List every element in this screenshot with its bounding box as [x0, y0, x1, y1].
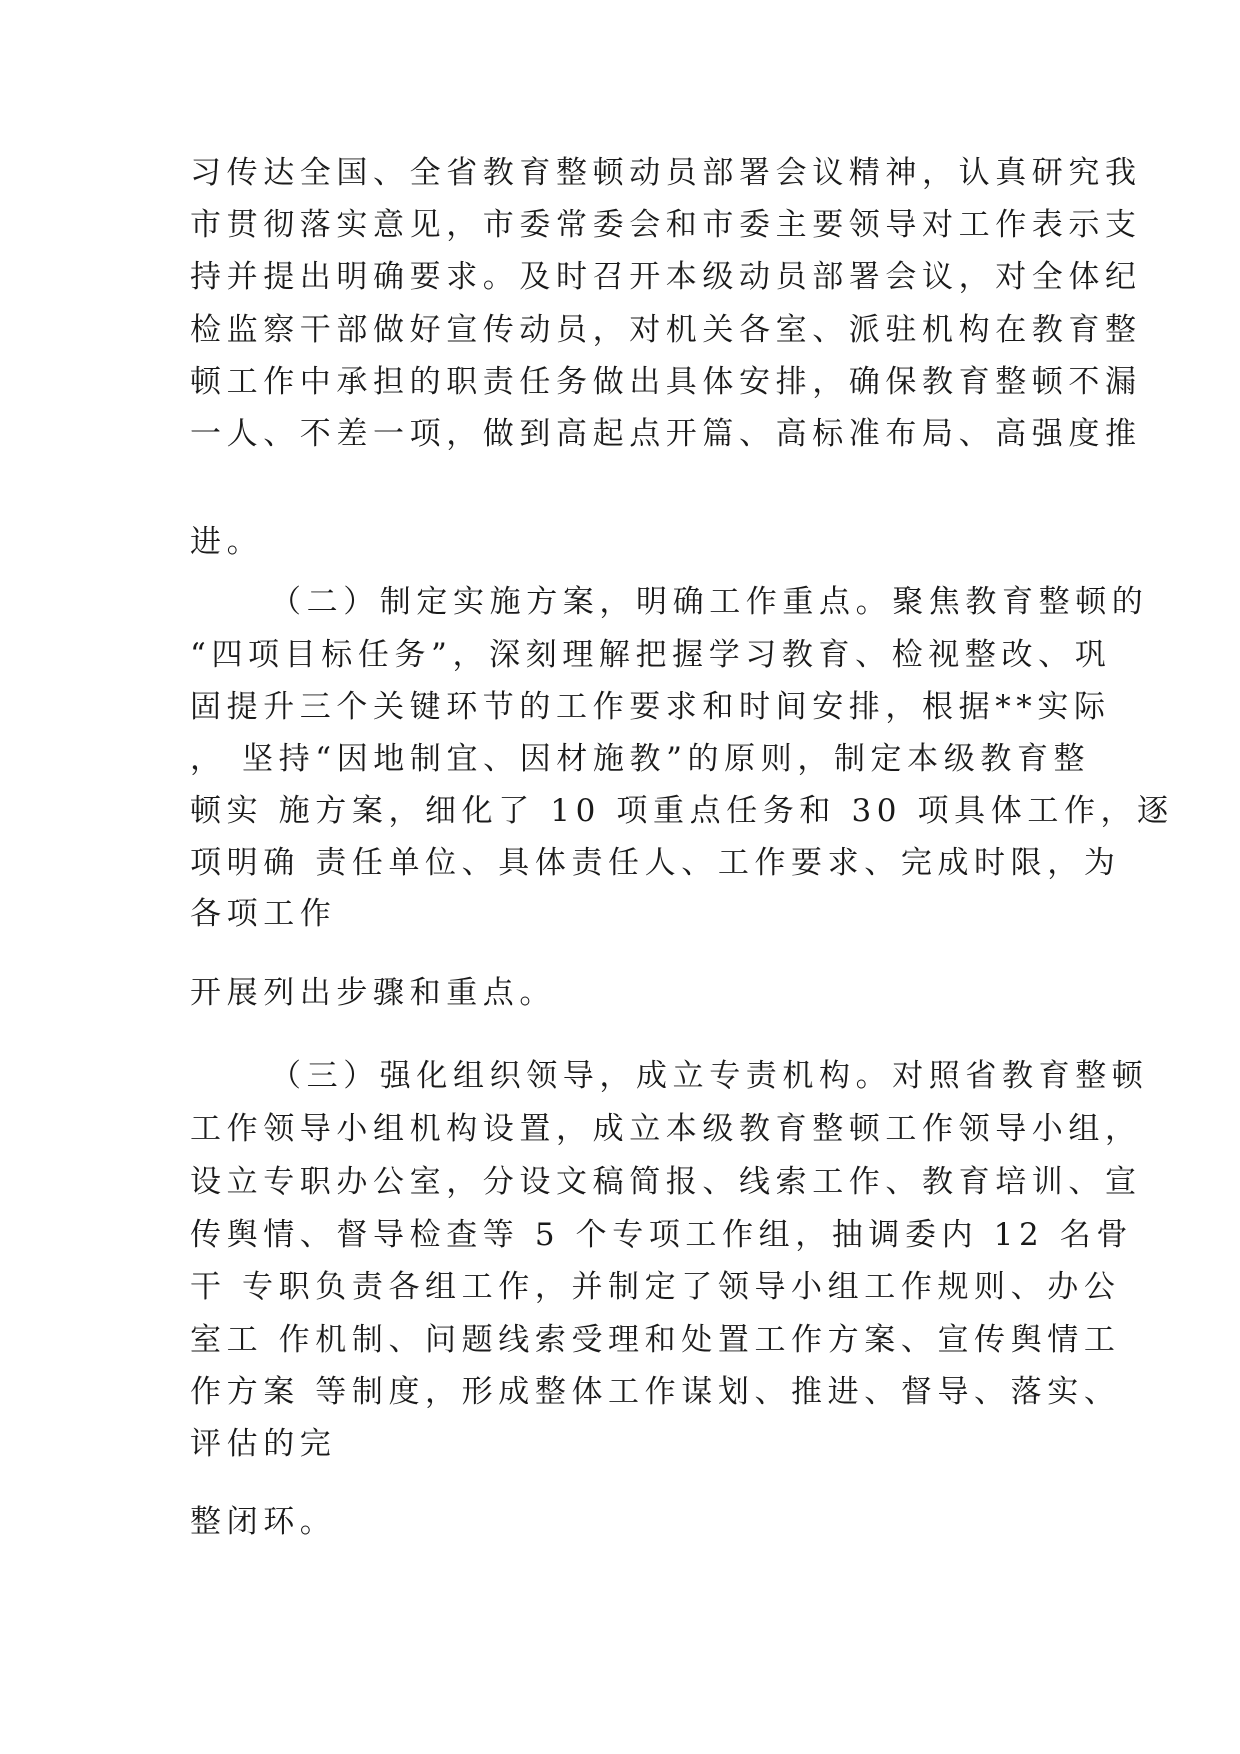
text-line: 持并提出明确要求。及时召开本级动员部署会议，对全体纪	[190, 259, 1142, 295]
text-line: 作方案 等制度，形成整体工作谋划、推进、督导、落实、	[190, 1374, 1121, 1410]
text-line: 顿实 施方案，细化了 10 项重点任务和 30 项具体工作，逐	[190, 793, 1174, 829]
text-line: 设立专职办公室，分设文稿简报、线索工作、教育培训、宣	[190, 1164, 1142, 1200]
section-heading-line: （二）制定实施方案，明确工作重点。聚焦教育整顿的	[270, 584, 1149, 620]
text-line: 项明确 责任单位、具体责任人、工作要求、完成时限，为	[190, 845, 1121, 881]
text-line: 市贯彻落实意见，市委常委会和市委主要领导对工作表示支	[190, 207, 1142, 243]
text-line: 传舆情、督导检查等 5 个专项工作组，抽调委内 12 名骨	[190, 1217, 1133, 1253]
text-line: 一人、不差一项，做到高起点开篇、高标准布局、高强度推	[190, 416, 1142, 452]
text-line: 各项工作	[190, 896, 337, 932]
section-heading-line: （三）强化组织领导，成立专责机构。对照省教育整顿	[270, 1058, 1149, 1094]
text-line: 评估的完	[190, 1426, 337, 1462]
text-line: 干 专职负责各组工作，并制定了领导小组工作规则、办公	[190, 1269, 1121, 1305]
text-line: “四项目标任务”，深刻理解把握学习教育、检视整改、巩	[190, 637, 1112, 673]
text-line: 检监察干部做好宣传动员，对机关各室、派驻机构在教育整	[190, 312, 1142, 348]
text-line: 开展列出步骤和重点。	[190, 975, 556, 1011]
text-line: ， 坚持“因地制宜、因材施教”的原则，制定本级教育整	[190, 741, 1091, 777]
text-line: 进。	[190, 524, 264, 560]
text-line: 习传达全国、全省教育整顿动员部署会议精神，认真研究我	[190, 155, 1142, 191]
text-line: 固提升三个关键环节的工作要求和时间安排，根据**实际	[190, 689, 1111, 725]
text-line: 室工 作机制、问题线索受理和处置工作方案、宣传舆情工	[190, 1322, 1121, 1358]
text-line: 整闭环。	[190, 1504, 337, 1540]
text-line: 顿工作中承担的职责任务做出具体安排，确保教育整顿不漏	[190, 364, 1142, 400]
text-line: 工作领导小组机构设置，成立本级教育整顿工作领导小组，	[190, 1111, 1142, 1147]
